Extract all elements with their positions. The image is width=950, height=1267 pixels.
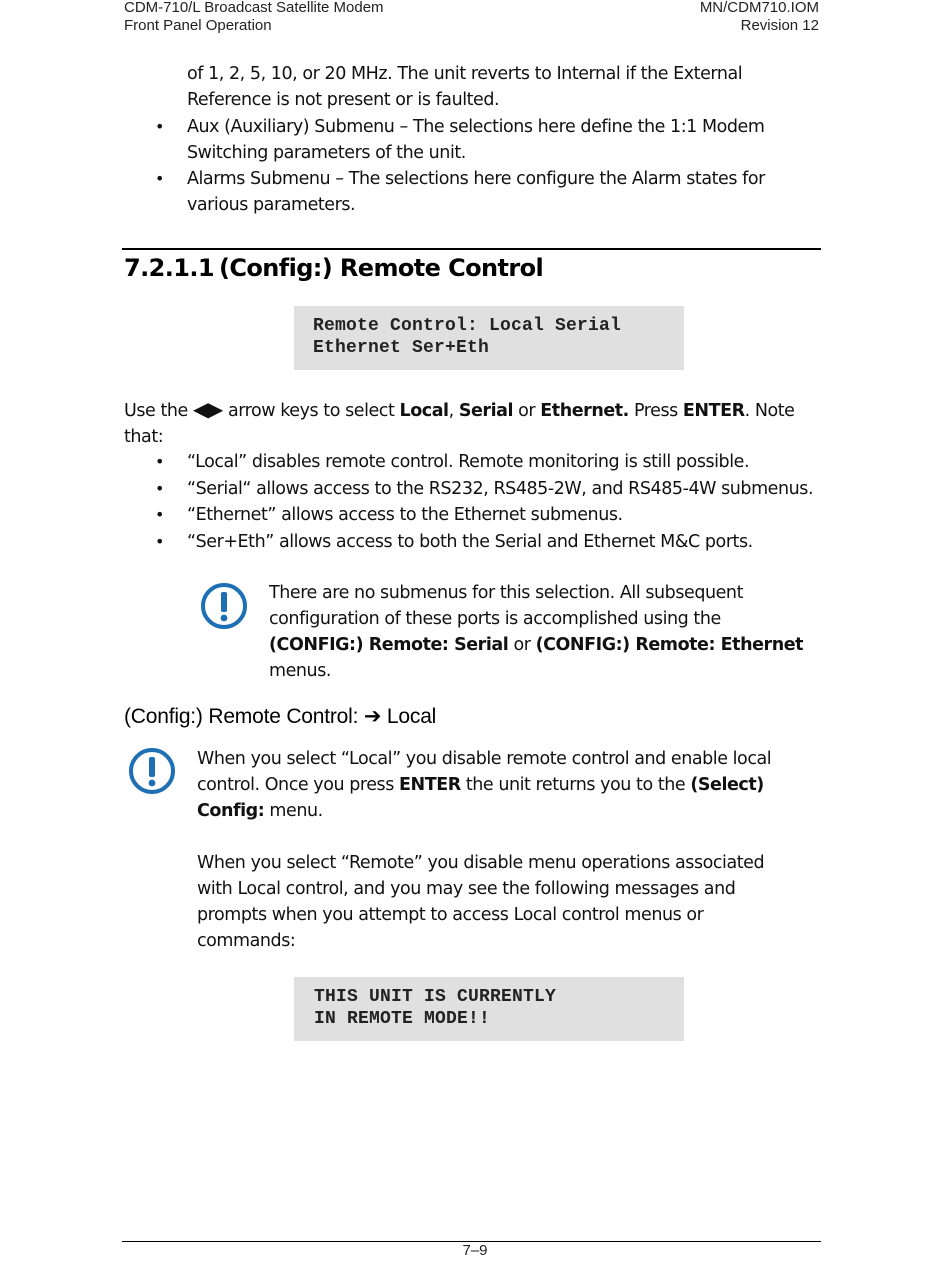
revision: Revision 12 — [740, 17, 819, 34]
running-header-left — [124, 0, 384, 35]
lcd-line-1: Remote Control: Local Serial — [313, 316, 622, 336]
menu-ref-ethernet: (CONFIG:) Remote: Ethernet — [535, 635, 804, 655]
section-divider — [122, 248, 821, 250]
bullet-icon: • — [155, 505, 164, 524]
section-heading — [124, 254, 543, 282]
menu-ref-serial: (CONFIG:) Remote: Serial — [269, 635, 509, 655]
arrow-right-icon: ➔ — [363, 704, 382, 728]
bullet-icon: • — [155, 532, 164, 551]
bullet-icon: • — [155, 117, 164, 136]
info-note: There are no submenus for this selection. All subsequent configuration of these ports is accomplished using the (CONFIG:) Remote: Serial or (CONFIG:) Remote: Ethernet menus. — [269, 583, 804, 681]
enter-key: ENTER — [682, 401, 745, 421]
subsection-heading: (Config:) Remote Control: ➔ Local — [124, 704, 437, 728]
info-icon — [200, 582, 248, 630]
list-item: • “Ethernet” allows access to the Ethernet submenus. — [124, 502, 844, 528]
lcd-display — [294, 306, 684, 370]
list-item: • “Local” disables remote control. Remote monitoring is still possible. — [124, 449, 844, 475]
lcd-display — [294, 977, 684, 1041]
section-title: (Config:) Remote Control — [219, 254, 544, 282]
running-header-right — [700, 0, 819, 35]
lcd-line-2: Ethernet Ser+Eth — [313, 338, 490, 358]
arrow-keys-icon: ◀▶ — [192, 397, 223, 421]
list-item: • Aux (Auxiliary) Submenu – The selections here define the 1:1 Modem Switching parameters of the unit. — [124, 114, 844, 166]
chapter-title: Front Panel Operation — [124, 17, 272, 34]
section-number: 7.2.1.1 — [124, 254, 214, 282]
lcd-line-2: IN REMOTE MODE!! — [314, 1009, 491, 1029]
page-number: 7–9 — [462, 1242, 488, 1259]
info-note: When you select “Local” you disable remote control and enable local control. Once you press ENTER the unit returns you to the (Select) Config: menu. When you select “Remote” you disable menu operations associated with Local control, and you may see the following messages and prompts when you attempt to access Local control menus or commands: — [197, 749, 772, 951]
list-item: • “Ser+Eth” allows access to both the Serial and Ethernet M&C ports. — [124, 529, 844, 555]
doc-title: CDM-710/L Broadcast Satellite Modem — [124, 0, 384, 16]
bullet-icon: • — [155, 479, 164, 498]
info-icon — [128, 747, 176, 795]
lcd-line-1: THIS UNIT IS CURRENTLY — [314, 987, 557, 1007]
intro-line: Reference is not present or is faulted. — [187, 90, 500, 110]
option-serial: Serial — [458, 401, 514, 421]
usage-paragraph: Use the ◀▶ arrow keys to select Local, Serial or Ethernet. Press ENTER. Note that: — [124, 397, 795, 447]
bullet-icon: • — [155, 452, 164, 471]
bullet-icon: • — [155, 169, 164, 188]
doc-id: MN/CDM710.IOM — [699, 0, 819, 16]
list-item: • “Serial“ allows access to the RS232, RS485-2W, and RS485-4W submenus. — [124, 476, 844, 502]
intro-line: of 1, 2, 5, 10, or 20 MHz. The unit reverts to Internal if the External — [187, 64, 743, 84]
option-ethernet: Ethernet. — [540, 401, 629, 421]
list-item: • Alarms Submenu – The selections here configure the Alarm states for various parameters. — [124, 166, 844, 218]
intro-continuation — [187, 61, 837, 113]
option-local: Local — [399, 401, 449, 421]
enter-key: ENTER — [399, 775, 461, 795]
